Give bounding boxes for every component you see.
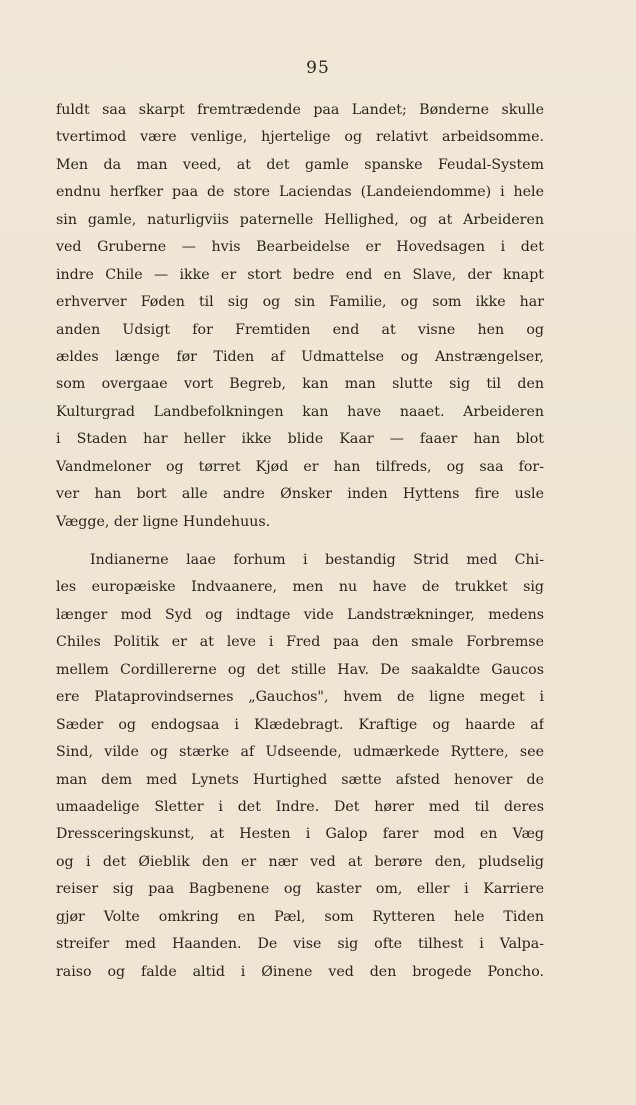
text-line: umaadelige Sletter i det Indre. Det hører med til deres [56, 798, 544, 815]
text-line: mellem Cordillererne og det stille Hav. De saakaldte Gaucos [56, 661, 544, 678]
body-text [56, 97, 544, 986]
text-line: og i det Øieblik den er nær ved at berøre den, pludselig [56, 853, 544, 870]
text-line: ver han bort alle andre Ønsker inden Hyttens fire usle [56, 486, 544, 503]
text-line: tvertimod være venlige, hjertelige og relativt arbeidsomme. [56, 129, 544, 146]
text-line: Kulturgrad Landbefolkningen kan have naaet. Arbeideren [56, 403, 544, 420]
text-line: Dressceringskunst, at Hesten i Galop farer mod en Væg [56, 826, 544, 843]
text-line: endnu herfker paa de store Laciendas (Landeiendomme) i hele [56, 184, 544, 201]
text-line: sin gamle, naturligviis paternelle Hellighed, og at Arbeideren [56, 211, 544, 228]
text-line: gjør Volte omkring en Pæl, som Rytteren hele Tiden [56, 908, 544, 925]
text-line: fuldt saa skarpt fremtrædende paa Landet; Bønderne skulle [56, 102, 544, 118]
text-line: reiser sig paa Bagbenene og kaster om, eller i Karriere [56, 881, 544, 898]
text-line: Sind, vilde og stærke af Udseende, udmærkede Ryttere, see [56, 744, 544, 761]
text-line: ved Gruberne — hvis Bearbeidelse er Hovedsagen i det [56, 239, 544, 256]
text-line: som overgaae vort Begreb, kan man slutte sig til den [56, 376, 544, 393]
text-line: erhverver Føden til sig og sin Familie, og som ikke har [56, 294, 544, 311]
text-line: Men da man veed, at det gamle spanske Feudal-System [56, 156, 544, 173]
text-line: anden Udsigt for Fremtiden end at visne hen og [56, 321, 544, 338]
text-line: man dem med Lynets Hurtighed sætte afsted henover de [56, 771, 544, 788]
paragraph-gap [56, 536, 544, 547]
text-line: ældes længe før Tiden af Udmattelse og Anstrængelser, [56, 348, 544, 365]
text-line: længer mod Syd og indtage vide Landstrækninger, medens [56, 606, 544, 623]
text-line: ere Plataprovindsernes „Gauchos", hvem de ligne meget i [56, 689, 544, 706]
text-line: les europæiske Indvaanere, men nu have de trukket sig [56, 579, 544, 596]
text-line: i Staden har heller ikke blide Kaar — faaer han blot [56, 431, 544, 448]
text-line: raiso og falde altid i Øinene ved den brogede Poncho. [56, 963, 544, 980]
paragraph-1 [56, 97, 544, 536]
text-line: Chiles Politik er at leve i Fred paa den smale Forbremse [56, 634, 544, 651]
text-line: Sæder og endogsaa i Klædebragt. Kraftige og haarde af [56, 716, 544, 733]
page-number: 95 [306, 58, 330, 78]
text-line: Vægge, der ligne Hundehuus. [56, 513, 271, 530]
text-line: streifer med Haanden. De vise sig ofte tilhest i Valpa- [56, 936, 544, 953]
text-line: Indianerne laae forhum i bestandig Strid med Chi- [90, 552, 544, 568]
paragraph-2 [56, 547, 544, 986]
text-line: Vandmeloner og tørret Kjød er han tilfreds, og saa for- [56, 458, 544, 475]
text-line: indre Chile — ikke er stort bedre end en Slave, der knapt [56, 266, 544, 283]
